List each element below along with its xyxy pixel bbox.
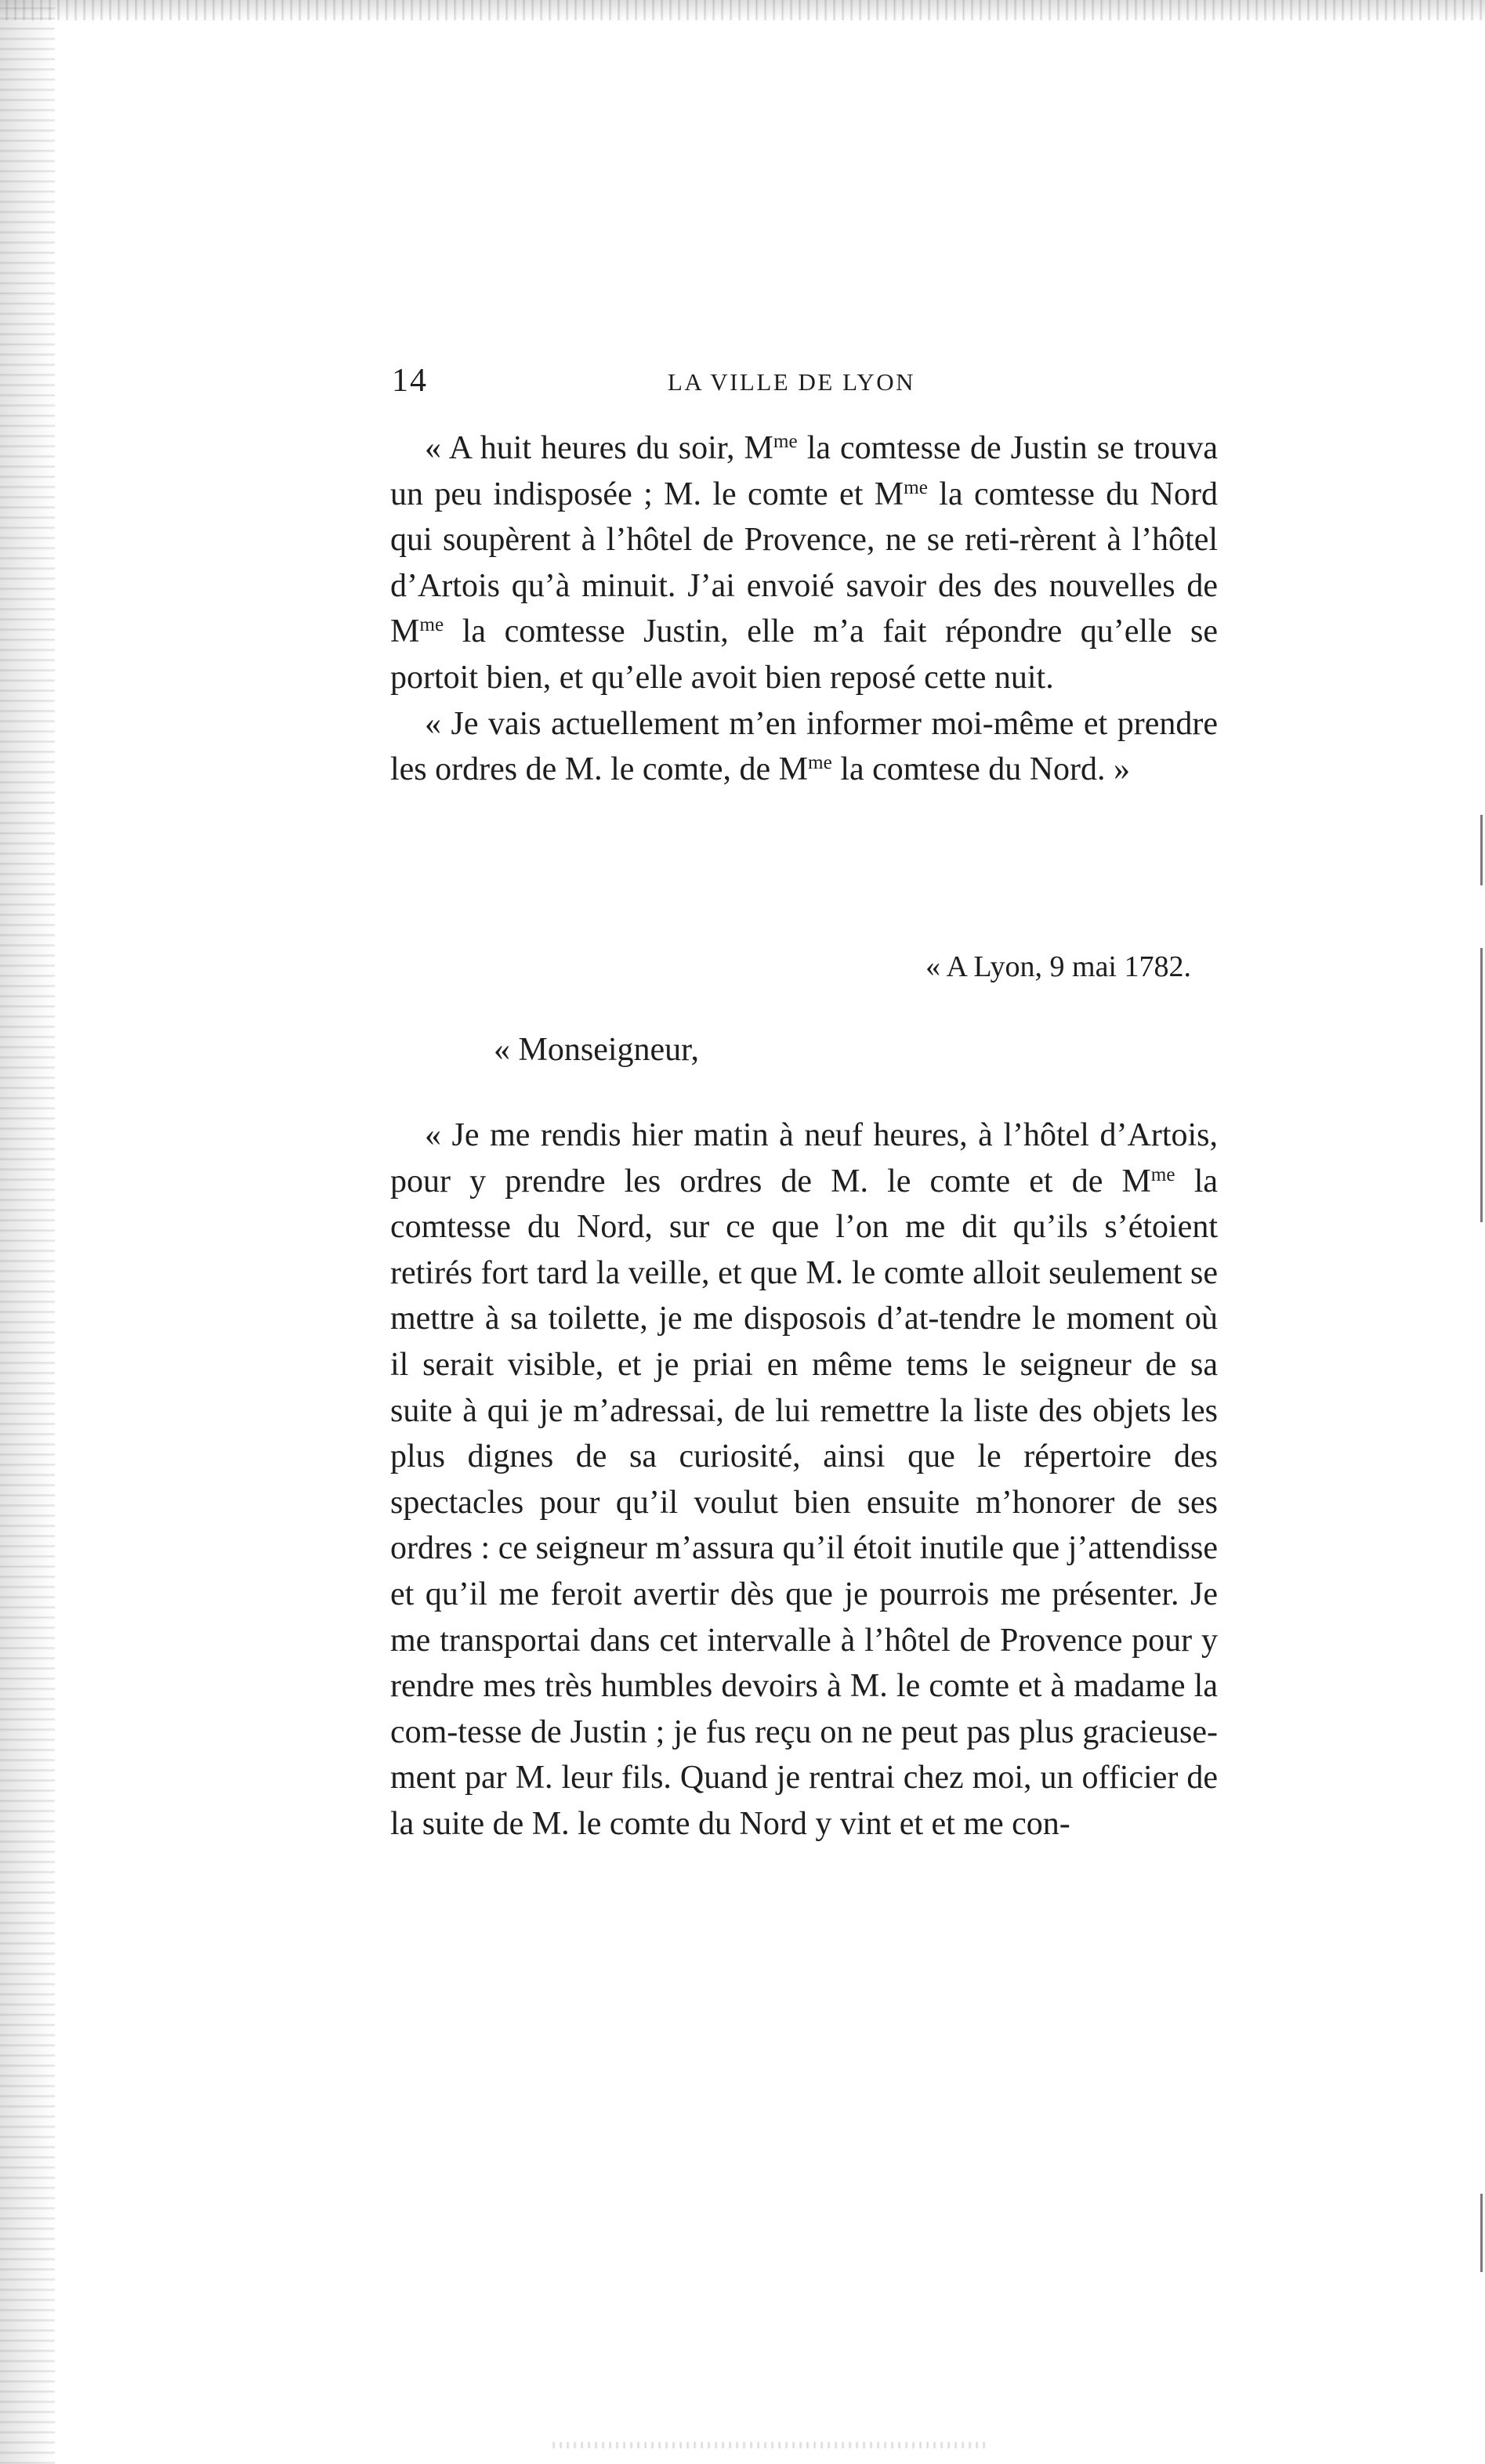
superscript: me (808, 752, 832, 774)
scan-edge-right-mark (1480, 948, 1483, 1222)
letter-salutation: « Monseigneur, (494, 1032, 699, 1068)
paragraph (390, 425, 1218, 701)
paragraph (390, 1113, 1218, 1847)
scan-edge-bottom (549, 2442, 987, 2448)
scan-edge-top (0, 0, 1485, 20)
text-run: la comtesse du Nord qui soupèrent à l’hôtel de Provence, ne se reti-rèrent à l’hôtel d’Artois qu’à minuit. J’ai envoié savoir des des nouvelles de M (390, 476, 1218, 650)
text-run: la comtesse du Nord, sur ce que l’on me dit qu’ils s’étoient retirés fort tard la veille, et que M. le comte alloit seulement se mettre à sa toilette, je me disposois d’at-tendre le moment où il serait visible, et je priai en même tems le seigneur de sa suite à qui je m’adressai, de lui remettre la liste des objets les plus dignes de sa curiosité, ainsi que le répertoire des spectacles pour qu’il voulut bien ensuite m’honorer de ses ordres : ce seigneur m’assura qu’il étoit inutile que j’attendisse et qu’il me feroit avertir dès que je pourrois me présenter. Je me transportai dans cet intervalle à l’hôtel de Provence pour y rendre mes très humbles devoirs à M. le comte et à madame la com-tesse de Justin ; je fus reçu on ne peut pas plus gracieuse-ment par M. leur fils. Quand je rentrai chez moi, un officier de la suite de M. le comte du Nord y vint et et me con- (390, 1163, 1218, 1842)
letter-dateline: « A Lyon, 9 mai 1782. (925, 950, 1191, 983)
text-run: « Je vais actuellement m’en informer moi-même et prendre les ordres de M. le comte, de M (390, 705, 1218, 788)
superscript: me (1150, 1163, 1175, 1185)
running-title: LA VILLE DE LYON (667, 368, 916, 396)
letter-text-block-2 (390, 1113, 1218, 1847)
paragraph (390, 701, 1218, 793)
scan-edge-right-mark (1480, 2194, 1483, 2272)
text-run: la comtese du Nord. » (831, 751, 1131, 788)
text-run: « Je me rendis hier matin à neuf heures, à l’hôtel d’Artois, pour y prendre les ordres de M. le comte et de M (390, 1117, 1218, 1199)
text-run: « A huit heures du soir, M (425, 430, 773, 466)
running-header (392, 362, 1191, 401)
text-run: la comtesse Justin, elle m’a fait répondre qu’elle se portoit bien, et qu’elle avoit bien reposé cette nuit. (390, 613, 1218, 696)
text-run: la comtesse de Justin se trouva un peu indisposée ; M. le comte et M (390, 430, 1218, 512)
superscript: me (904, 476, 928, 498)
superscript: me (773, 431, 798, 453)
letter-text-block-1 (390, 425, 1218, 793)
superscript: me (419, 614, 444, 636)
scan-edge-left (0, 0, 55, 2464)
scan-edge-right-mark (1480, 815, 1483, 885)
page-number: 14 (392, 363, 428, 399)
